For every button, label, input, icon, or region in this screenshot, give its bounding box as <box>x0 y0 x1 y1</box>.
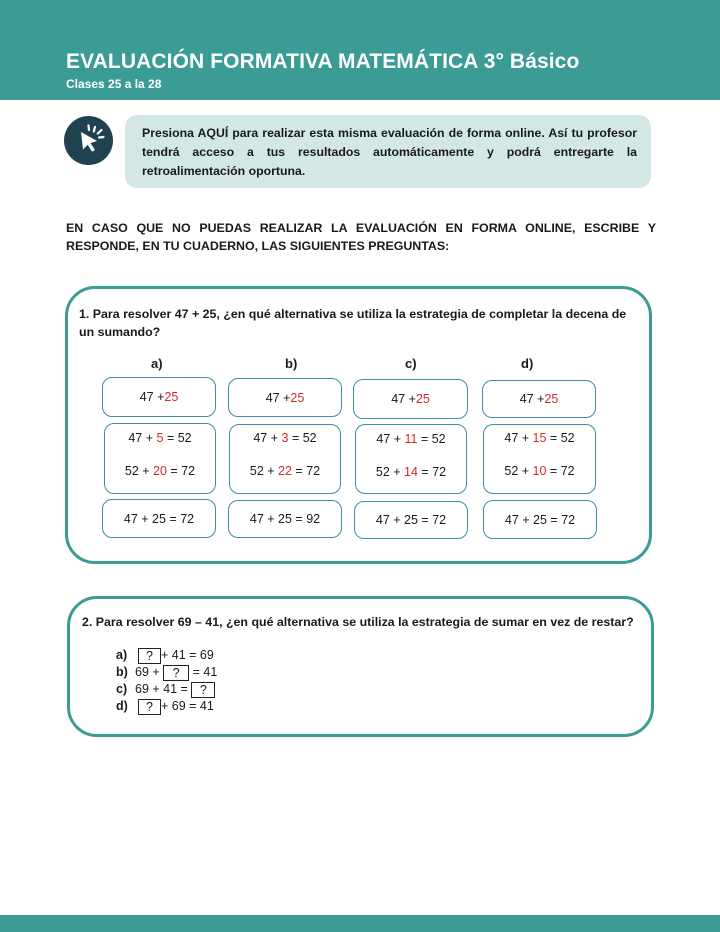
alternative-c[interactable]: c) 69 + 41 = ? <box>116 681 215 698</box>
option-b-label: b) <box>285 356 298 371</box>
option-c-expression[interactable]: 47 + 25 <box>353 379 468 419</box>
page-subtitle: Clases 25 a la 28 <box>66 77 162 91</box>
option-b-expression[interactable]: 47 + 25 <box>228 378 342 417</box>
option-a-result[interactable]: 47 + 25 = 72 <box>102 499 216 538</box>
option-d-step-1: 47 + 15 = 52 <box>504 431 575 445</box>
page-footer <box>0 915 720 932</box>
option-a-label: a) <box>151 356 163 371</box>
alternative-d[interactable]: d) ? + 69 = 41 <box>116 699 214 714</box>
question-1-prompt: 1. Para resolver 47 + 25, ¿en qué alternativa se utiliza la estrategia de completar la decena de un sumando? <box>79 307 627 339</box>
question-2-prompt: 2. Para resolver 69 – 41, ¿en qué alternativa se utiliza la estrategia de sumar en vez de restar? <box>82 615 634 629</box>
option-a-expression[interactable]: 47 + 25 <box>102 377 216 417</box>
option-d-result[interactable]: 47 + 25 = 72 <box>483 500 597 539</box>
online-evaluation-text: Presiona AQUÍ para realizar esta misma evaluación de forma online. Así tu profesor tendrá acceso a tus resultados automáticamente y podrá entregarte la retroalimentación oportuna. <box>142 126 637 178</box>
page-header <box>0 0 720 100</box>
option-b-result[interactable]: 47 + 25 = 92 <box>228 500 342 538</box>
option-c-steps[interactable] <box>355 424 467 494</box>
answer-blank: ? <box>138 648 161 664</box>
instructions: EN CASO QUE NO PUEDAS REALIZAR LA EVALUACIÓN EN FORMA ONLINE, ESCRIBE Y RESPONDE, EN TU CUADERNO, LAS SIGUIENTES PREGUNTAS: <box>66 221 656 253</box>
answer-blank: ? <box>191 682 215 698</box>
option-a-step-2: 52 + 20 = 72 <box>124 464 196 478</box>
online-evaluation-box <box>125 115 651 188</box>
option-b-step-1: 47 + 3 = 52 <box>253 431 317 445</box>
page-title: EVALUACIÓN FORMATIVA MATEMÁTICA 3° Básico <box>66 50 580 73</box>
alternative-a[interactable]: a) ? + 41 = 69 <box>116 648 214 663</box>
option-d-steps[interactable] <box>483 424 596 494</box>
option-d-label: d) <box>521 356 534 371</box>
online-evaluation-link[interactable]: AQUÍ <box>197 126 229 140</box>
cursor-click-icon[interactable] <box>64 116 113 165</box>
option-c-result[interactable]: 47 + 25 = 72 <box>354 501 468 539</box>
alternative-b[interactable]: b) 69 + ? = 41 <box>116 665 218 680</box>
option-c-step-1: 47 + 11 = 52 <box>376 432 446 446</box>
option-c-label: c) <box>405 356 417 371</box>
answer-blank: ? <box>138 699 161 715</box>
option-b-steps[interactable] <box>229 424 341 494</box>
option-b-step-2: 52 + 22 = 72 <box>249 464 321 478</box>
option-d-expression[interactable]: 47 + 25 <box>482 380 596 418</box>
option-d-step-2: 52 + 10 = 72 <box>504 464 575 478</box>
answer-blank: ? <box>163 665 189 681</box>
option-c-step-2: 52 + 14 = 72 <box>375 465 447 479</box>
option-a-steps[interactable] <box>104 423 216 494</box>
option-a-step-1: 47 + 5 = 52 <box>128 431 192 445</box>
